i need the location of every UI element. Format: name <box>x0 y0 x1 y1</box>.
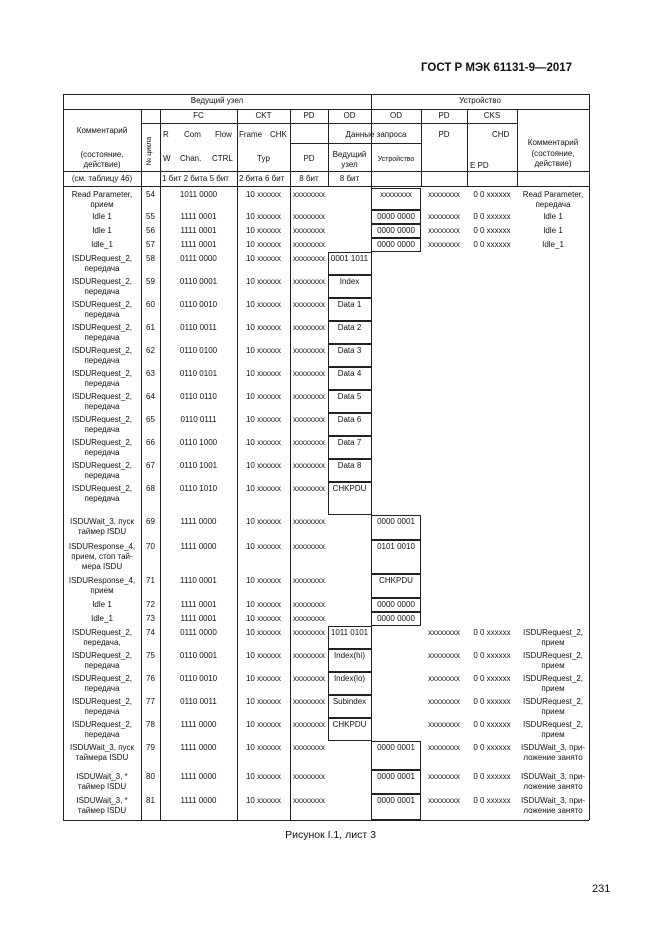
od-bits-header: 8 бит <box>339 174 360 183</box>
row-pd-value: xxxxxxxx <box>293 697 325 706</box>
row-cycle-number: 67 <box>146 461 155 470</box>
row-ckt-value: 10 xxxxxx <box>245 796 282 805</box>
row-comment: ISDURequest_2, передача <box>71 415 133 434</box>
row-pd-value: xxxxxxxx <box>293 772 325 781</box>
device-header: Устройство <box>459 96 501 105</box>
row-comment: ISDURequest_2, передача <box>71 277 133 296</box>
row-od-master: Data 1 <box>337 300 362 309</box>
w-header: W <box>163 154 171 163</box>
row-ckt-value: 10 xxxxxx <box>245 369 282 378</box>
ckt-bits-header: 2 бита 6 бит <box>239 174 285 183</box>
row-cycle-number: 74 <box>146 628 155 637</box>
row-cks-value: 0 0 xxxxxx <box>473 240 511 249</box>
row-fc-value: 0110 0100 <box>179 346 218 355</box>
pd-header: PD <box>303 111 315 120</box>
state-header: (состояние, действие) <box>80 150 124 169</box>
row-comment: ISDURequest_2, передача <box>71 674 133 693</box>
fc-bits-header: 1 бит 2 бита 5 бит <box>162 174 229 183</box>
row-od-master: Index <box>339 277 360 286</box>
row-ckt-value: 10 xxxxxx <box>245 614 282 623</box>
row-ckt-value: 10 xxxxxx <box>245 542 282 551</box>
typ-header: Typ <box>257 154 270 163</box>
master-node-header: Ведущий узел <box>190 96 244 105</box>
row-cycle-number: 79 <box>146 743 155 752</box>
pd-bits-header: 8 бит <box>299 174 319 183</box>
row-ckt-value: 10 xxxxxx <box>245 517 282 526</box>
cycle-number-header: № цикла <box>146 136 153 166</box>
row-od-master: Data 6 <box>337 415 362 424</box>
row-comment: ISDURequest_2, передача <box>71 438 133 457</box>
row-ckt-value: 10 xxxxxx <box>245 226 282 235</box>
chk-header: CHK <box>270 130 287 139</box>
row-comment-right: ISDURequest_2, прием <box>522 651 584 670</box>
row-fc-value: 1111 0000 <box>180 517 217 526</box>
row-pd-value: xxxxxxxx <box>293 190 325 199</box>
row-comment: Read Parameter, прием <box>71 190 133 209</box>
row-od-device: 0000 0001 <box>377 743 415 752</box>
row-pd-value: xxxxxxxx <box>293 392 325 401</box>
row-cks-value: 0 0 xxxxxx <box>473 190 511 199</box>
row-pd-device: xxxxxxxx <box>428 720 460 729</box>
row-od-master: Index(hi) <box>333 651 366 660</box>
pd-device-header: PD <box>438 111 450 120</box>
row-pd-value: xxxxxxxx <box>293 226 325 235</box>
row-ckt-value: 10 xxxxxx <box>245 576 282 585</box>
doc-header: ГОСТ Р МЭК 61131-9—2017 <box>421 62 573 74</box>
row-fc-value: 0110 0101 <box>179 369 218 378</box>
row-fc-value: 1111 0001 <box>180 226 217 235</box>
row-comment: Idle 1 <box>92 212 112 221</box>
row-ckt-value: 10 xxxxxx <box>245 346 282 355</box>
table-rule <box>141 123 517 124</box>
row-pd-value: xxxxxxxx <box>293 212 325 221</box>
row-cycle-number: 71 <box>146 576 155 585</box>
row-comment-right: ISDURequest_2, прием <box>522 628 584 647</box>
row-comment: ISDURequest_2, передача <box>71 651 133 670</box>
row-fc-value: 1111 0000 <box>180 796 217 805</box>
row-cks-value: 0 0 xxxxxx <box>473 212 511 221</box>
row-comment-right: Idle_1 <box>542 240 564 249</box>
od-master-label: Ведущий узел <box>332 150 367 169</box>
row-od-device: 0000 0000 <box>377 600 415 609</box>
state-right-header: (состояние, действие) <box>531 149 575 168</box>
row-cycle-number: 54 <box>146 190 155 199</box>
row-od-device: CHKPDU <box>379 576 413 585</box>
row-cycle-number: 60 <box>146 300 155 309</box>
row-od-master: Index(lo) <box>333 674 366 683</box>
row-od-device: 0000 0000 <box>377 614 415 623</box>
row-fc-value: 1111 0001 <box>180 240 217 249</box>
row-cycle-number: 73 <box>146 614 155 623</box>
row-comment: ISDURequest_2, передача <box>71 392 133 411</box>
row-ckt-value: 10 xxxxxx <box>245 240 282 249</box>
flow-header: Flow <box>215 130 232 139</box>
row-fc-value: 0110 0001 <box>179 651 218 660</box>
row-fc-value: 0110 1010 <box>179 484 218 493</box>
row-cycle-number: 61 <box>146 323 155 332</box>
table-rule <box>63 94 589 95</box>
row-pd-value: xxxxxxxx <box>293 796 325 805</box>
r-header: R <box>163 130 169 139</box>
row-od-master: Data 7 <box>337 438 362 447</box>
row-ckt-value: 10 xxxxxx <box>245 254 282 263</box>
page-number: 231 <box>592 883 611 895</box>
row-fc-value: 1011 0000 <box>179 190 218 199</box>
row-pd-device: xxxxxxxx <box>428 743 460 752</box>
row-cycle-number: 64 <box>146 392 155 401</box>
row-pd-device: xxxxxxxx <box>428 772 460 781</box>
row-pd-value: xxxxxxxx <box>293 438 325 447</box>
row-pd-value: xxxxxxxx <box>293 674 325 683</box>
row-fc-value: 1110 0001 <box>180 576 217 585</box>
row-pd-device: xxxxxxxx <box>428 674 460 683</box>
row-comment: ISDURequest_2, передача <box>71 300 133 319</box>
row-ckt-value: 10 xxxxxx <box>245 190 282 199</box>
row-fc-value: 0110 1001 <box>179 461 218 470</box>
row-ckt-value: 10 xxxxxx <box>245 674 282 683</box>
row-od-master: Data 3 <box>337 346 362 355</box>
row-ckt-value: 10 xxxxxx <box>245 438 282 447</box>
request-data-header: Данные запроса <box>345 130 407 139</box>
row-ckt-value: 10 xxxxxx <box>245 300 282 309</box>
row-cycle-number: 76 <box>146 674 155 683</box>
row-cycle-number: 68 <box>146 484 155 493</box>
row-cycle-number: 69 <box>146 517 155 526</box>
row-comment-right: ISDUWait_3, при-ложение занято <box>520 743 586 762</box>
row-comment-right: Idle 1 <box>543 226 563 235</box>
row-pd-device: xxxxxxxx <box>428 212 460 221</box>
row-fc-value: 0111 0000 <box>180 628 217 637</box>
row-cycle-number: 81 <box>146 796 155 805</box>
row-cycle-number: 62 <box>146 346 155 355</box>
row-pd-value: xxxxxxxx <box>293 484 325 493</box>
row-cks-value: 0 0 xxxxxx <box>473 720 511 729</box>
row-cks-value: 0 0 xxxxxx <box>473 743 511 752</box>
row-od-device: 0000 0001 <box>377 517 415 526</box>
row-comment-right: ISDURequest_2, прием <box>522 674 584 693</box>
row-comment-right: Read Parameter, передача <box>522 190 584 209</box>
row-ckt-value: 10 xxxxxx <box>245 600 282 609</box>
row-comment: ISDUWait_3, * таймер ISDU <box>76 772 128 791</box>
row-pd-value: xxxxxxxx <box>293 576 325 585</box>
row-cycle-number: 77 <box>146 697 155 706</box>
row-cycle-number: 75 <box>146 651 155 660</box>
row-od-master: Subindex <box>332 697 367 706</box>
row-pd-value: xxxxxxxx <box>293 628 325 637</box>
row-pd-value: xxxxxxxx <box>293 254 325 263</box>
row-comment: ISDURequest_2, передача <box>71 323 133 342</box>
row-ckt-value: 10 xxxxxx <box>245 743 282 752</box>
row-fc-value: 1111 0000 <box>180 720 217 729</box>
row-fc-value: 0110 1000 <box>179 438 218 447</box>
row-od-master: Data 2 <box>337 323 362 332</box>
row-ckt-value: 10 xxxxxx <box>245 323 282 332</box>
row-comment: ISDURequest_2, передача, <box>71 628 133 647</box>
chan-header: Chan. <box>180 154 202 163</box>
row-ckt-value: 10 xxxxxx <box>245 720 282 729</box>
row-cks-value: 0 0 xxxxxx <box>473 697 511 706</box>
od-header: OD <box>343 111 356 120</box>
table-rule <box>63 820 589 821</box>
row-comment: ISDURequest_2, передача <box>71 461 133 480</box>
row-cycle-number: 55 <box>146 212 155 221</box>
row-comment: ISDURequest_2, передача <box>71 720 133 739</box>
row-fc-value: 1111 0001 <box>180 212 217 221</box>
row-cycle-number: 59 <box>146 277 155 286</box>
row-comment: ISDURequest_2, передача <box>71 697 133 716</box>
table-rule <box>517 109 518 186</box>
epd-header: E PD <box>470 161 489 170</box>
row-od-device: 0000 0000 <box>377 212 415 221</box>
row-comment-right: ISDURequest_2, прием <box>522 720 584 739</box>
frame-header: Frame <box>239 130 263 139</box>
row-od-master: Data 4 <box>337 369 362 378</box>
row-pd-device: xxxxxxxx <box>428 796 460 805</box>
comment-header: Комментарий <box>76 126 128 135</box>
row-ckt-value: 10 xxxxxx <box>245 277 282 286</box>
row-ckt-value: 10 xxxxxx <box>245 392 282 401</box>
od-device-label: Устройство <box>377 156 415 163</box>
row-cycle-number: 65 <box>146 415 155 424</box>
row-pd-value: xxxxxxxx <box>293 743 325 752</box>
table-rule <box>589 94 590 820</box>
pd-device-label: PD <box>438 130 450 139</box>
row-comment-right: ISDUWait_3, при-ложение занято <box>520 796 586 815</box>
row-comment: Idle 1 <box>92 226 112 235</box>
table-rule <box>63 94 64 820</box>
table-rule <box>290 143 421 144</box>
row-pd-device: xxxxxxxx <box>428 628 460 637</box>
row-od-device: 0000 0000 <box>377 226 415 235</box>
row-comment-right: ISDURequest_2, прием <box>522 697 584 716</box>
row-cycle-number: 58 <box>146 254 155 263</box>
row-comment: ISDUResponse_4, прием, стоп тай-мера ISDU <box>68 542 136 571</box>
row-pd-value: xxxxxxxx <box>293 300 325 309</box>
row-cks-value: 0 0 xxxxxx <box>473 772 511 781</box>
row-pd-value: xxxxxxxx <box>293 369 325 378</box>
row-od-master: CHKPDU <box>332 484 367 493</box>
row-comment: Idle 1 <box>92 600 112 609</box>
row-fc-value: 0110 0011 <box>180 323 217 332</box>
row-cks-value: 0 0 xxxxxx <box>473 651 511 660</box>
row-comment: ISDURequest_2, передача <box>71 484 133 503</box>
row-cycle-number: 57 <box>146 240 155 249</box>
row-ckt-value: 10 xxxxxx <box>245 461 282 470</box>
row-od-master: CHKPDU <box>332 720 367 729</box>
row-fc-value: 0110 0011 <box>180 697 217 706</box>
od-device-header: OD <box>390 111 402 120</box>
row-pd-value: xxxxxxxx <box>293 415 325 424</box>
row-cks-value: 0 0 xxxxxx <box>473 226 511 235</box>
row-comment: ISDURequest_2, передача <box>71 346 133 365</box>
row-od-device: 0000 0001 <box>377 796 415 805</box>
row-od-master: 0001 1011 <box>330 254 369 263</box>
row-comment: ISDURequest_2, передача <box>71 369 133 388</box>
row-comment: ISDURequest_2, передача <box>71 254 133 273</box>
row-ckt-value: 10 xxxxxx <box>245 651 282 660</box>
row-fc-value: 1111 0000 <box>180 542 217 551</box>
row-ckt-value: 10 xxxxxx <box>245 415 282 424</box>
row-fc-value: 0110 0110 <box>180 392 217 401</box>
row-fc-value: 1111 0000 <box>180 772 217 781</box>
row-pd-device: xxxxxxxx <box>428 697 460 706</box>
ckt-header: CKT <box>255 111 272 120</box>
row-pd-value: xxxxxxxx <box>293 600 325 609</box>
row-pd-value: xxxxxxxx <box>293 277 325 286</box>
row-fc-value: 1111 0001 <box>180 614 217 623</box>
ref-header: (см. таблицу 46) <box>71 174 133 183</box>
row-comment: ISDUResponse_4, прием <box>68 576 136 595</box>
row-pd-value: xxxxxxxx <box>293 651 325 660</box>
row-comment: Idle_1 <box>91 240 113 249</box>
row-ckt-value: 10 xxxxxx <box>245 628 282 637</box>
row-od-device: 0101 0010 <box>377 542 415 551</box>
fc-header: FC <box>193 111 204 120</box>
row-cycle-number: 72 <box>146 600 155 609</box>
row-cycle-number: 80 <box>146 772 155 781</box>
row-pd-value: xxxxxxxx <box>293 461 325 470</box>
row-cycle-number: 66 <box>146 438 155 447</box>
row-od-master: Data 8 <box>337 461 362 470</box>
row-comment: ISDUWait_3, пуск таймер ISDU <box>70 517 134 536</box>
row-cycle-number: 63 <box>146 369 155 378</box>
comment-right-header: Комментарий <box>527 138 579 147</box>
row-fc-value: 0110 0010 <box>179 300 218 309</box>
row-cycle-number: 78 <box>146 720 155 729</box>
row-fc-value: 0111 0000 <box>180 254 217 263</box>
chd-header: CHD <box>492 130 510 139</box>
row-pd-value: xxxxxxxx <box>293 517 325 526</box>
row-comment-right: ISDUWait_3, при-ложение занято <box>520 772 586 791</box>
ctrl-header: CTRL <box>212 154 233 163</box>
row-comment: ISDUWait_3, * таймер ISDU <box>76 796 128 815</box>
row-od-device: 0000 0000 <box>377 240 415 249</box>
row-pd-value: xxxxxxxx <box>293 542 325 551</box>
row-pd-device: xxxxxxxx <box>428 190 460 199</box>
figure-caption: Рисунок I.1, лист 3 <box>285 829 376 841</box>
row-pd-device: xxxxxxxx <box>428 226 460 235</box>
row-cks-value: 0 0 xxxxxx <box>473 628 511 637</box>
row-ckt-value: 10 xxxxxx <box>245 484 282 493</box>
row-pd-value: xxxxxxxx <box>293 720 325 729</box>
row-pd-value: xxxxxxxx <box>293 346 325 355</box>
com-header: Com <box>184 130 201 139</box>
row-fc-value: 0110 0010 <box>179 674 218 683</box>
row-pd-value: xxxxxxxx <box>293 323 325 332</box>
row-fc-value: 1111 0000 <box>180 743 217 752</box>
row-comment: Idle_1 <box>91 614 113 623</box>
row-comment-right: Idle 1 <box>543 212 563 221</box>
row-pd-value: xxxxxxxx <box>293 240 325 249</box>
row-pd-value: xxxxxxxx <box>293 614 325 623</box>
row-cks-value: 0 0 xxxxxx <box>473 674 511 683</box>
row-fc-value: 0110 0001 <box>179 277 218 286</box>
row-od-device: xxxxxxxx <box>380 190 412 199</box>
row-cycle-number: 56 <box>146 226 155 235</box>
cks-header: CKS <box>483 111 501 120</box>
row-comment: ISDUWait_3, пуск таймера ISDU <box>70 743 134 762</box>
row-pd-device: xxxxxxxx <box>428 240 460 249</box>
row-fc-value: 1111 0001 <box>180 600 217 609</box>
row-ckt-value: 10 xxxxxx <box>245 697 282 706</box>
pd-master-header: PD <box>303 154 315 163</box>
row-cks-value: 0 0 xxxxxx <box>473 796 511 805</box>
row-fc-value: 0110 0111 <box>180 415 217 424</box>
row-cycle-number: 70 <box>146 542 155 551</box>
row-ckt-value: 10 xxxxxx <box>245 212 282 221</box>
row-od-device: 0000 0001 <box>377 772 415 781</box>
row-od-master: Data 5 <box>337 392 362 401</box>
row-pd-device: xxxxxxxx <box>428 651 460 660</box>
row-ckt-value: 10 xxxxxx <box>245 772 282 781</box>
row-od-master: 1011 0101 <box>330 628 369 637</box>
